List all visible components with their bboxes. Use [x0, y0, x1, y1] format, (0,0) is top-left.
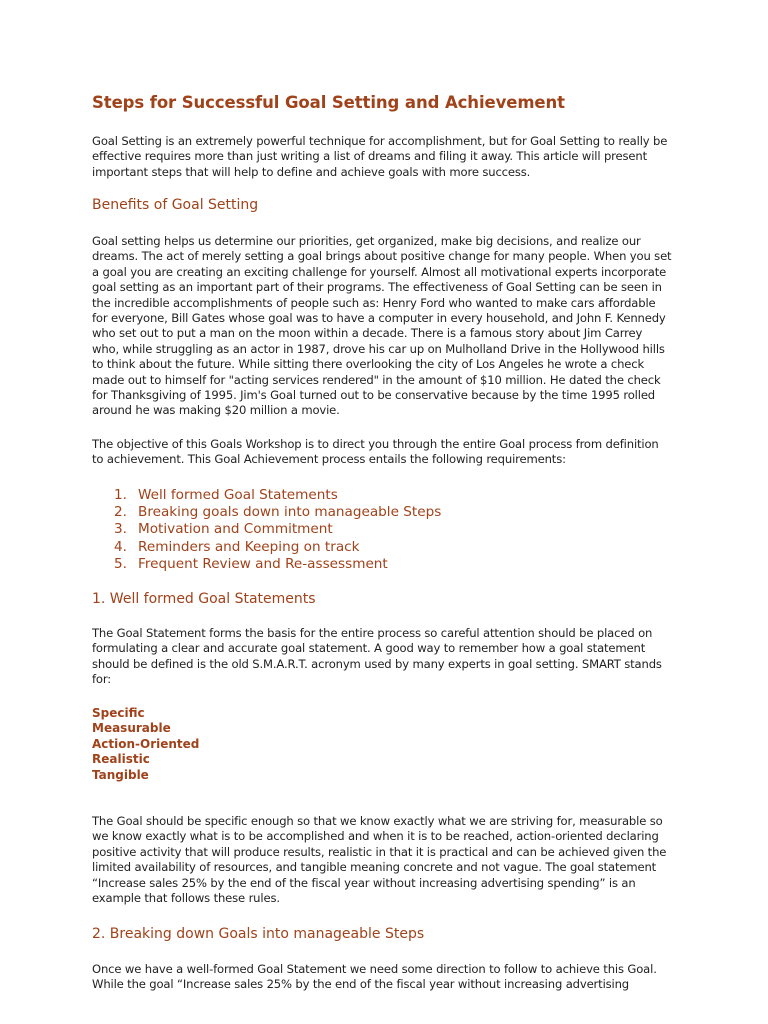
- section1-after-line: The Goal should be specific enough so that we know exactly what we are striving for, measurable so: [92, 814, 663, 828]
- benefits-line: for Thanksgiving of 1995. Jim's Goal turned out to be conservative because by the time 1995 rolled: [92, 388, 656, 403]
- benefits-line: Goal setting helps us determine our priorities, get organized, make big decisions, and realize our: [92, 234, 641, 248]
- benefits-line: a goal you are creating an exciting challenge for yourself. Almost all motivational experts incorporate: [92, 264, 667, 279]
- section1-line: should be defined is the old S.M.A.R.T. acronym used by many experts in goal setting. SMART stands: [92, 656, 662, 671]
- section1-paragraph: [92, 626, 662, 688]
- intro-line: important steps that will help to define and achieve goals with more success.: [92, 164, 531, 179]
- smart-item: Specific: [92, 706, 145, 720]
- benefits-line: who set out to put a man on the moon within a decade. There is a famous story about Jim Carrey: [92, 326, 643, 341]
- section1-after-line: positive activity that will produce results, realistic in that it is practical and can be achieved given the: [92, 844, 667, 859]
- intro-line: Goal Setting is an extremely powerful technique for accomplishment, but for Goal Setting to really be: [92, 134, 668, 148]
- section1-heading: 1. Well formed Goal Statements: [92, 591, 316, 607]
- benefits-line: the incredible accomplishments of people such as: Henry Ford who wanted to make cars affordable: [92, 295, 656, 310]
- section1-line: The Goal Statement forms the basis for the entire process so careful attention should be placed on: [92, 626, 653, 640]
- list-item: 4. Reminders and Keeping on track: [114, 538, 360, 555]
- benefits-line: dreams. The act of merely setting a goal brings about positive change for many people. When you set: [92, 249, 672, 264]
- list-item: 5. Frequent Review and Re-assessment: [114, 555, 388, 572]
- objective-paragraph: [92, 437, 659, 468]
- requirements-list: [114, 487, 441, 573]
- list-item: 3. Motivation and Commitment: [114, 521, 333, 538]
- section2-heading: 2. Breaking down Goals into manageable Steps: [92, 926, 425, 942]
- page-title: Steps for Successful Goal Setting and Achievement: [92, 93, 565, 112]
- smart-item: Realistic: [92, 752, 150, 767]
- section1-after-line: example that follows these rules.: [92, 891, 280, 906]
- benefits-line: to think about the future. While sitting there overlooking the city of Los Angeles he wrote a check: [92, 357, 645, 372]
- smart-item: Tangible: [92, 767, 149, 782]
- intro-line: effective requires more than just writing a list of dreams and filing it away. This article will present: [92, 149, 647, 164]
- objective-line: The objective of this Goals Workshop is to direct you through the entire Goal process from definition: [92, 437, 659, 451]
- benefits-line: who, while struggling as an actor in 1987, drove his car up on Mulholland Drive in the Hollywood hills: [92, 341, 665, 356]
- smart-list: [92, 706, 199, 783]
- benefits-line: made out to himself for "acting services rendered" in the amount of $10 million. He dated the check: [92, 372, 661, 387]
- smart-item: Measurable: [92, 721, 171, 736]
- list-item: 1. Well formed Goal Statements: [114, 487, 338, 503]
- section1-line: formulating a clear and accurate goal statement. A good way to remember how a goal statement: [92, 641, 646, 656]
- list-item: 2. Breaking goals down into manageable Steps: [114, 504, 442, 521]
- benefits-paragraph: [92, 234, 672, 419]
- benefits-line: goal setting as an important part of their programs. The effectiveness of Goal Setting can be seen in: [92, 280, 662, 295]
- section1-after-paragraph: [92, 814, 667, 906]
- section1-line: for:: [92, 672, 112, 687]
- section1-after-line: “Increase sales 25% by the end of the fiscal year without increasing advertising spending” is an: [92, 875, 636, 890]
- benefits-heading: Benefits of Goal Setting: [92, 197, 259, 213]
- objective-line: to achievement. This Goal Achievement process entails the following requirements:: [92, 452, 566, 467]
- section2-line: While the goal “Increase sales 25% by the end of the fiscal year without increasing advertising: [92, 977, 630, 992]
- benefits-line: for everyone, Bill Gates whose goal was to have a computer in every household, and John F. Kennedy: [92, 311, 666, 326]
- smart-item: Action-Oriented: [92, 736, 200, 751]
- section1-after-line: limited availability of resources, and tangible meaning concrete and not vague. The goal statement: [92, 860, 657, 875]
- section2-line: Once we have a well-formed Goal Statement we need some direction to follow to achieve this Goal.: [92, 962, 657, 976]
- benefits-line: around he was making $20 million a movie.: [92, 403, 340, 418]
- intro-paragraph: [92, 134, 668, 180]
- section1-after-line: we know exactly what is to be accomplished and when it is to be reached, action-oriented declaring: [92, 829, 659, 844]
- section2-paragraph: [92, 962, 657, 993]
